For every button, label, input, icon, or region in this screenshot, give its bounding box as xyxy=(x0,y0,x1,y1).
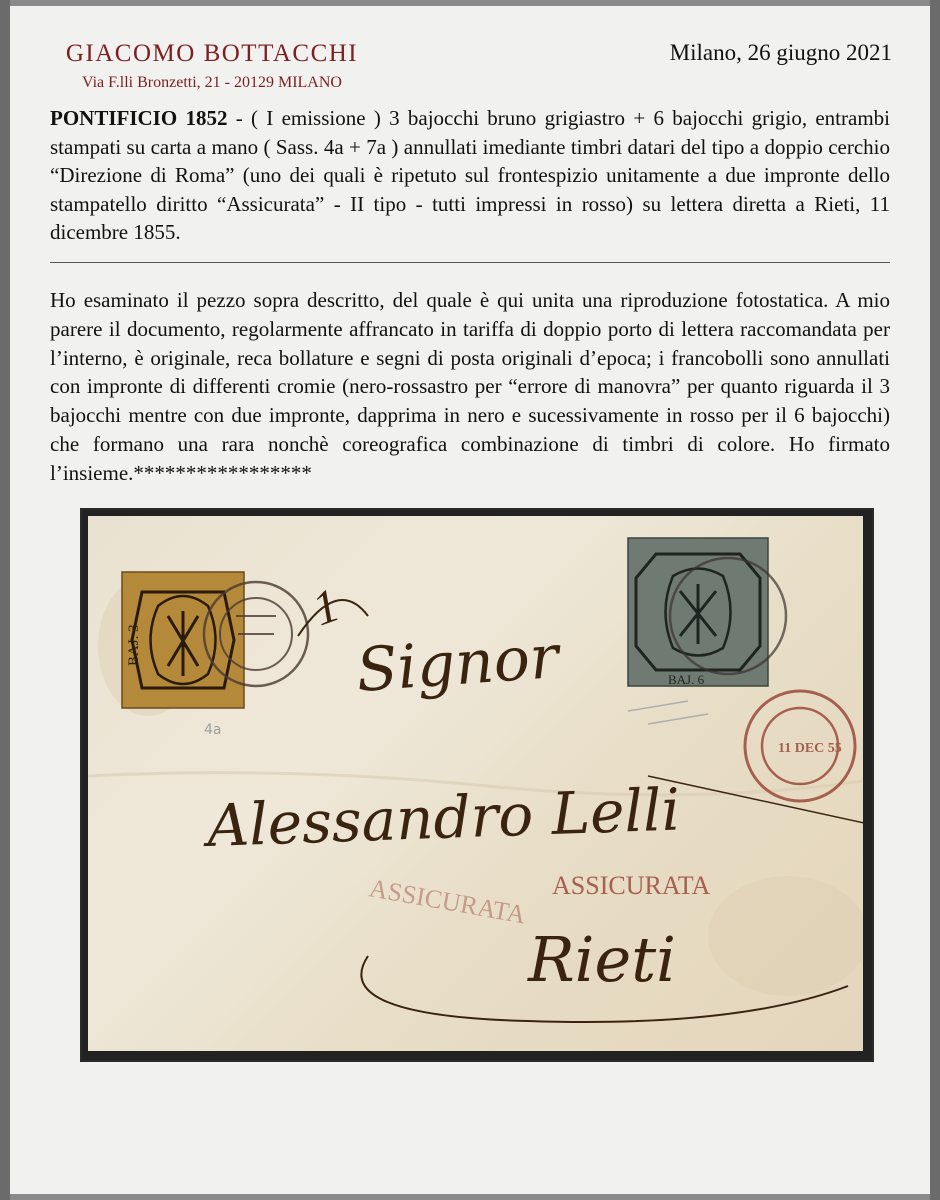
place-date: Milano, 26 giugno 2021 xyxy=(669,40,892,65)
expert-opinion: Ho esaminato il pezzo sopra descritto, del quale è qui unita una riproduzione fotostatica. A mio parere il documento, regolarmente affrancato in tariffa di doppio porto di lettera raccomandata per l’interno, è originale, reca bollature e segni di posta originali d’epoca; i francobolli sono annullati con impronte di differenti cromie (nero-rossastro per “errore di manovra” per quanto riguarda il 3 bajocchi mentre con due impronte, dapprima in nero e sucessivamente in rosso per il 6 bajocchi) che formano una rara nonchè coreografica combinazione di timbri di colore. Ho firmato l’insieme.***************** xyxy=(50,288,890,485)
postmark-left xyxy=(204,582,308,686)
stamp-right-value: BAJ. 6 xyxy=(668,672,705,687)
scan-border-top xyxy=(0,0,940,6)
description-text: - ( I emissione ) 3 bajocchi bruno grigiastro + 6 bajocchi grigio, entrambi stampati su carta a mano ( Sass. 4a + 7a ) annullati imediante timbri datari del tipo a doppio cerchio “Direzione di Roma” (uno dei quali è ripetuto sul frontespizio unitamente a due impronte dello stampatello diritto “Assicurata” - II tipo - tutti impressi in rosso) su lettera diretta a Rieti, 11 dicembre 1855. xyxy=(50,106,890,244)
scan-border-left xyxy=(0,0,10,1200)
cover-photo xyxy=(82,510,872,1060)
expert-address: Via F.lli Bronzetti, 21 - 20129 MILANO xyxy=(82,74,342,91)
address-signor: Signor xyxy=(354,622,561,706)
divider xyxy=(50,262,890,263)
address-name: Alessandro Lelli xyxy=(206,775,682,860)
expert-name: GIACOMO BOTTACCHI xyxy=(65,40,359,67)
pencil-note: 4a xyxy=(204,722,222,738)
scan-border-bottom xyxy=(0,1194,940,1200)
item-description xyxy=(50,104,890,247)
assicurata-mark-1: ASSICURATA xyxy=(552,871,711,900)
stamp-left-value: BAJ. 3 xyxy=(126,624,142,666)
envelope-drawing xyxy=(88,516,863,1051)
address-city: Rieti xyxy=(528,923,676,996)
rate-mark: 1 xyxy=(305,578,347,637)
letterhead xyxy=(52,40,372,92)
assicurata-mark-2: ASSICURATA xyxy=(366,873,528,930)
postmark-red xyxy=(745,691,855,801)
description-lead: PONTIFICIO 1852 xyxy=(50,106,228,130)
postmark-date: 11 DEC 55 xyxy=(778,741,842,756)
scan-border-right xyxy=(930,0,940,1200)
envelope-front xyxy=(88,516,863,1051)
